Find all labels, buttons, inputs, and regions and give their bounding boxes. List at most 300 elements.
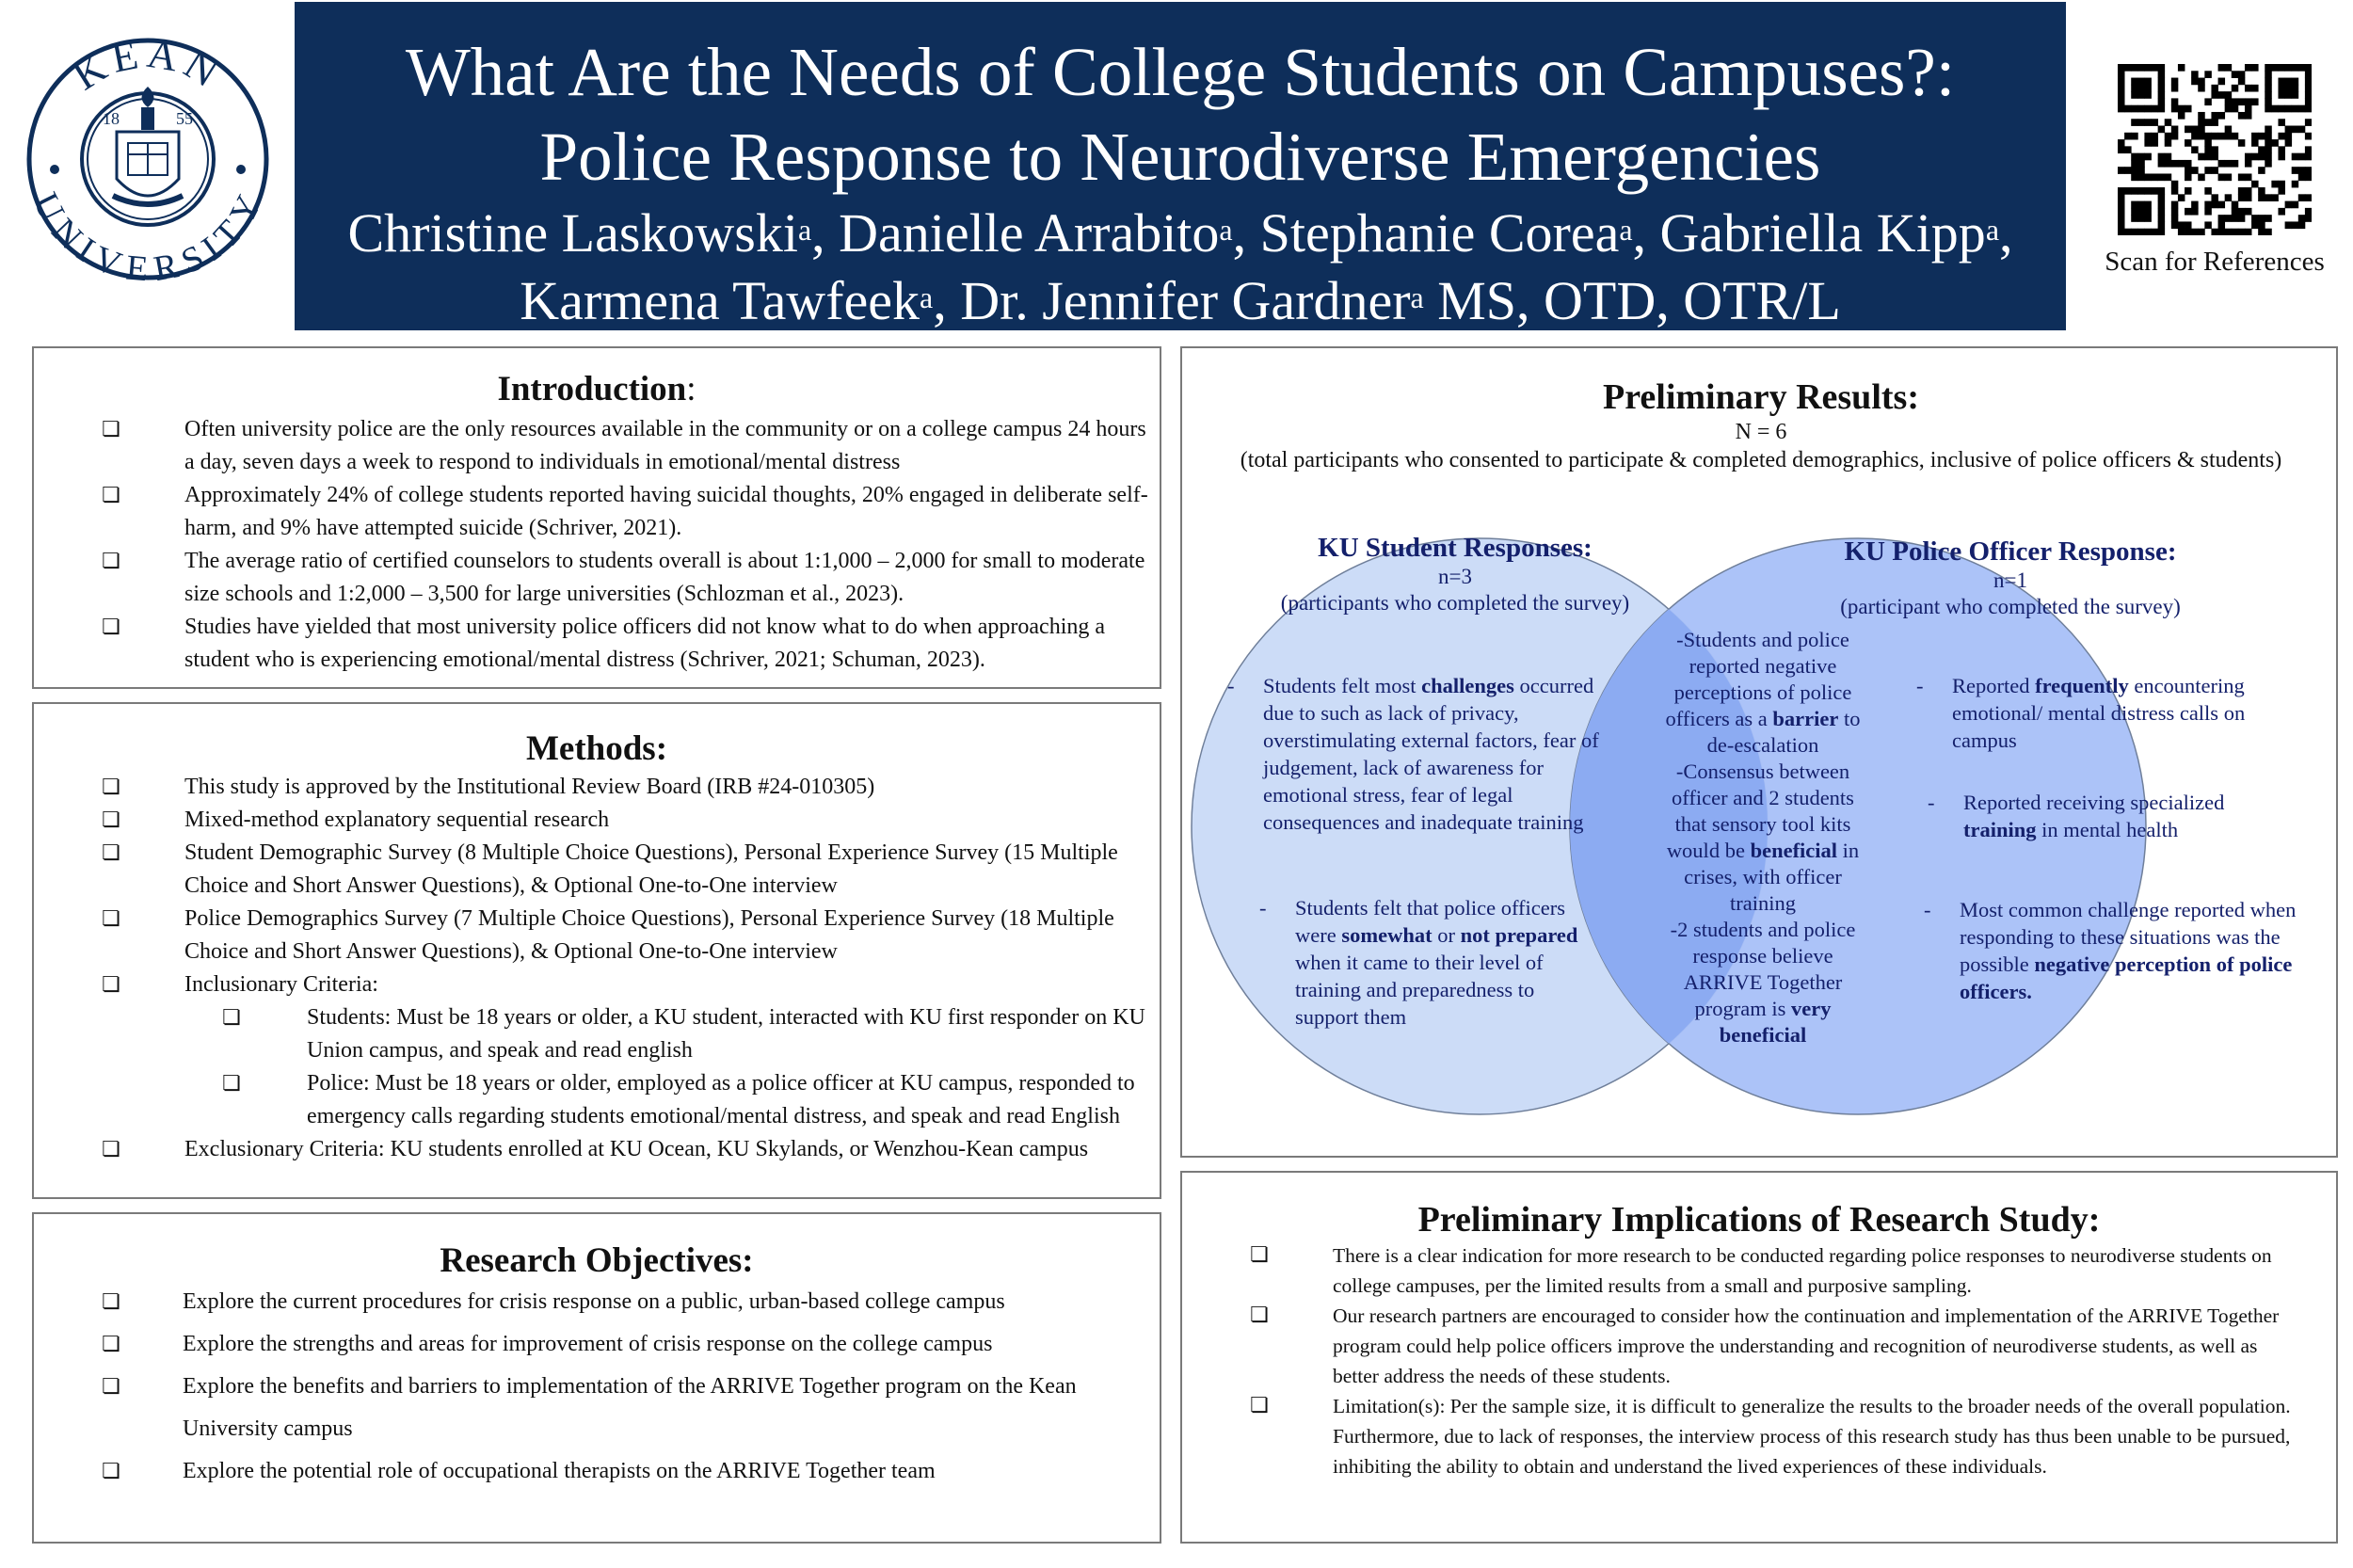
qr-module bbox=[2305, 64, 2312, 72]
introduction-panel bbox=[32, 346, 1161, 689]
introduction-title bbox=[34, 369, 1160, 409]
qr-module bbox=[2298, 105, 2306, 113]
checkbox-icon: ❏ bbox=[102, 550, 120, 573]
qr-module bbox=[2124, 167, 2132, 174]
qr-module bbox=[2118, 139, 2125, 147]
qr-module bbox=[2144, 91, 2152, 99]
qr-module bbox=[2191, 146, 2199, 153]
police-point-1 bbox=[1916, 672, 2280, 754]
poster-title-line1: What Are the Needs of College Students on Campuses?: bbox=[405, 34, 1956, 110]
list-item bbox=[34, 903, 1160, 968]
qr-module bbox=[2298, 173, 2306, 181]
qr-module bbox=[2265, 194, 2272, 201]
qr-module bbox=[2118, 167, 2125, 174]
qr-module bbox=[2232, 201, 2239, 209]
qr-module bbox=[2118, 208, 2125, 216]
qr-module bbox=[2298, 215, 2306, 222]
author-affiliation: a bbox=[1619, 213, 1633, 247]
qr-module bbox=[2265, 105, 2272, 113]
qr-module bbox=[2211, 194, 2218, 201]
qr-module bbox=[2258, 146, 2265, 153]
qr-module bbox=[2198, 119, 2205, 126]
checkbox-icon: ❏ bbox=[1250, 1394, 1269, 1417]
qr-module bbox=[2204, 119, 2212, 126]
qr-module bbox=[2265, 153, 2272, 161]
list-item-text: Our research partners are encouraged to consider how the continuation and implementation of the ARRIVE Together program could help police officers improve the understanding and recognition of neurodiverse students, as well as better address the needs of these students. bbox=[1333, 1304, 2280, 1387]
qr-module bbox=[2298, 221, 2306, 229]
sub-list-item bbox=[34, 1067, 1160, 1133]
qr-module bbox=[2204, 201, 2212, 209]
text-run-bold: barrier bbox=[1772, 707, 1839, 730]
qr-module bbox=[2285, 105, 2293, 113]
qr-module bbox=[2251, 181, 2259, 188]
qr-module bbox=[2171, 187, 2179, 195]
qr-module bbox=[2131, 133, 2138, 140]
qr-module bbox=[2292, 167, 2299, 174]
checkbox-icon: ❏ bbox=[102, 907, 120, 931]
qr-module bbox=[2185, 105, 2192, 113]
qr-module bbox=[2278, 105, 2285, 113]
qr-module bbox=[2285, 85, 2293, 92]
text-run: -2 students and police response believe ARRIVE Together program is bbox=[1670, 918, 1856, 1020]
qr-module bbox=[2144, 105, 2152, 113]
qr-module bbox=[2137, 64, 2145, 72]
qr-module bbox=[2232, 71, 2239, 78]
qr-module bbox=[2152, 187, 2159, 195]
qr-module bbox=[2278, 85, 2285, 92]
qr-module bbox=[2271, 105, 2279, 113]
author-name: Danielle Arrabito bbox=[839, 202, 1220, 264]
qr-module bbox=[2131, 167, 2138, 174]
qr-module bbox=[2158, 229, 2166, 235]
qr-module bbox=[2251, 85, 2259, 92]
qr-code-icon[interactable] bbox=[2118, 64, 2312, 235]
list-item bbox=[1182, 1240, 2336, 1301]
qr-module bbox=[2211, 201, 2218, 209]
qr-module bbox=[2305, 78, 2312, 86]
qr-module bbox=[2251, 64, 2259, 72]
qr-module bbox=[2171, 221, 2179, 229]
qr-module bbox=[2245, 85, 2252, 92]
qr-module bbox=[2158, 91, 2166, 99]
qr-module bbox=[2225, 105, 2233, 113]
qr-module bbox=[2278, 64, 2285, 72]
police-note: (participant who completed the survey) bbox=[1840, 595, 2181, 618]
qr-module bbox=[2204, 146, 2212, 153]
qr-module bbox=[2265, 98, 2272, 105]
list-item-text: Students: Must be 18 years or older, a KU student, interacted with KU first responder on KU Union campus, and speak and read english bbox=[307, 1005, 1145, 1063]
qr-module bbox=[2298, 167, 2306, 174]
qr-module bbox=[2305, 133, 2312, 140]
qr-module bbox=[2131, 160, 2138, 168]
qr-module bbox=[2191, 78, 2199, 86]
qr-module bbox=[2238, 187, 2246, 195]
checkbox-icon: ❏ bbox=[102, 1290, 120, 1314]
qr-module bbox=[2131, 78, 2138, 86]
qr-module bbox=[2118, 146, 2125, 153]
qr-module bbox=[2258, 133, 2265, 140]
qr-module bbox=[2185, 126, 2192, 134]
qr-module bbox=[2218, 133, 2226, 140]
qr-module bbox=[2245, 160, 2252, 168]
author-name: Christine Laskowski bbox=[347, 202, 798, 264]
qr-module bbox=[2258, 187, 2265, 195]
qr-module bbox=[2232, 133, 2239, 140]
qr-module bbox=[2131, 85, 2138, 92]
text-run-bold: negative perception of police officers. bbox=[1960, 952, 2293, 1003]
qr-module bbox=[2204, 187, 2212, 195]
checkbox-icon: ❏ bbox=[222, 1072, 241, 1096]
qr-module bbox=[2305, 215, 2312, 222]
text-run: Students felt that police officers were bbox=[1295, 896, 1566, 947]
implications-panel bbox=[1180, 1171, 2338, 1544]
checkbox-icon: ❏ bbox=[102, 1333, 120, 1356]
qr-module bbox=[2245, 173, 2252, 181]
checkbox-icon: ❏ bbox=[102, 1460, 120, 1483]
qr-module bbox=[2185, 229, 2192, 235]
student-responses-heading: KU Student Responses: bbox=[1318, 533, 1593, 563]
qr-module bbox=[2144, 78, 2152, 86]
qr-module bbox=[2144, 85, 2152, 92]
qr-module bbox=[2271, 181, 2279, 188]
qr-module bbox=[2185, 173, 2192, 181]
qr-module bbox=[2278, 146, 2285, 153]
qr-module bbox=[2298, 126, 2306, 134]
qr-module bbox=[2305, 71, 2312, 78]
text-run: Reported bbox=[1952, 674, 2036, 697]
qr-module bbox=[2165, 133, 2172, 140]
list-item bbox=[34, 1281, 1160, 1323]
qr-module bbox=[2158, 71, 2166, 78]
sub-list-item bbox=[34, 1001, 1160, 1067]
list-item bbox=[1182, 1301, 2336, 1391]
qr-module bbox=[2152, 119, 2159, 126]
methods-panel bbox=[32, 702, 1161, 1199]
qr-module bbox=[2292, 78, 2299, 86]
qr-module bbox=[2131, 208, 2138, 216]
list-item-text: Often university police are the only resources available in the community or on a college campus 24 hours a day, seven days a week to respond to individuals in emotional/mental distress bbox=[184, 417, 1146, 474]
qr-module bbox=[2211, 167, 2218, 174]
qr-module bbox=[2118, 194, 2125, 201]
qr-module bbox=[2251, 215, 2259, 222]
qr-module bbox=[2211, 153, 2218, 161]
qr-module bbox=[2158, 215, 2166, 222]
police-n: n=1 bbox=[1993, 568, 2027, 592]
overlap-point-3 bbox=[1664, 917, 1862, 1048]
qr-module bbox=[2211, 112, 2218, 120]
qr-module bbox=[2198, 78, 2205, 86]
qr-module bbox=[2211, 229, 2218, 235]
qr-module bbox=[2292, 91, 2299, 99]
qr-module bbox=[2204, 133, 2212, 140]
list-item-text: Mixed-method explanatory sequential research bbox=[184, 808, 610, 832]
qr-module bbox=[2185, 221, 2192, 229]
list-item-text: Explore the benefits and barriers to implementation of the ARRIVE Together program on the Kean University campus bbox=[183, 1374, 1077, 1441]
qr-module bbox=[2144, 119, 2152, 126]
qr-module bbox=[2191, 201, 2199, 209]
qr-module bbox=[2171, 133, 2179, 140]
text-run-bold: somewhat bbox=[1341, 923, 1433, 947]
qr-module bbox=[2258, 194, 2265, 201]
qr-module bbox=[2171, 160, 2179, 168]
qr-module bbox=[2118, 221, 2125, 229]
qr-module bbox=[2251, 133, 2259, 140]
list-item-text: Inclusionary Criteria: bbox=[184, 972, 378, 997]
qr-module bbox=[2278, 91, 2285, 99]
qr-module bbox=[2238, 98, 2246, 105]
checkbox-icon: ❏ bbox=[102, 808, 120, 832]
list-item bbox=[34, 968, 1160, 1001]
qr-module bbox=[2305, 85, 2312, 92]
qr-module bbox=[2251, 153, 2259, 161]
author-name: Stephanie Corea bbox=[1259, 202, 1620, 264]
list-item bbox=[34, 771, 1160, 804]
qr-module bbox=[2165, 119, 2172, 126]
qr-module bbox=[2232, 105, 2239, 113]
qr-module bbox=[2204, 98, 2212, 105]
qr-module bbox=[2238, 139, 2246, 147]
qr-module bbox=[2278, 119, 2285, 126]
qr-module bbox=[2245, 98, 2252, 105]
logo-bottom-text: UNIVERSITY bbox=[26, 186, 269, 280]
list-item bbox=[34, 804, 1160, 837]
qr-module bbox=[2124, 187, 2132, 195]
qr-module bbox=[2218, 229, 2226, 235]
list-item-text: Limitation(s): Per the sample size, it is difficult to generalize the results to the broader needs of the overall population. Furthermore, due to lack of responses, the interview process of this research study has thus been unable to be pursued, inhibiting the ability to obtain and understand the lived experiences of these individuals. bbox=[1333, 1395, 2291, 1478]
qr-module bbox=[2305, 91, 2312, 99]
text-run: -Consensus between officer and 2 students that sensory tool kits would be bbox=[1666, 760, 1854, 862]
text-run-bold: beneficial bbox=[1750, 839, 1838, 862]
qr-module bbox=[2171, 78, 2179, 86]
qr-module bbox=[2144, 153, 2152, 161]
author-affiliation: a bbox=[1410, 280, 1424, 314]
qr-module bbox=[2178, 194, 2185, 201]
qr-module bbox=[2171, 208, 2179, 216]
text-run: occurred due to such as lack of privacy, overstimulating external factors, fear of judgement, lack of awareness for emotional stress, fear of legal consequences and inadequate training bbox=[1263, 674, 1599, 834]
checkbox-icon: ❏ bbox=[102, 484, 120, 507]
dash-marker: - bbox=[1916, 674, 1924, 697]
qr-module bbox=[2131, 91, 2138, 99]
qr-module bbox=[2158, 105, 2166, 113]
qr-module bbox=[2218, 91, 2226, 99]
qr-module bbox=[2278, 78, 2285, 86]
qr-module bbox=[2178, 229, 2185, 235]
qr-module bbox=[2137, 160, 2145, 168]
list-item-text: Police: Must be 18 years or older, employed as a police officer at KU campus, responded to emergency calls regarding students emotional/mental distress, and speak and read English bbox=[307, 1071, 1135, 1128]
qr-module bbox=[2218, 215, 2226, 222]
qr-module bbox=[2218, 78, 2226, 86]
qr-module bbox=[2251, 221, 2259, 229]
qr-module bbox=[2225, 215, 2233, 222]
qr-module bbox=[2118, 187, 2125, 195]
qr-module bbox=[2198, 85, 2205, 92]
qr-module bbox=[2238, 173, 2246, 181]
qr-module bbox=[2131, 215, 2138, 222]
qr-module bbox=[2158, 187, 2166, 195]
qr-module bbox=[2292, 201, 2299, 209]
qr-module bbox=[2118, 201, 2125, 209]
list-item-text: Explore the strengths and areas for improvement of crisis response on the college campus bbox=[183, 1332, 993, 1356]
overlap-findings bbox=[1664, 627, 1862, 1048]
qr-module bbox=[2265, 78, 2272, 86]
qr-module bbox=[2191, 229, 2199, 235]
qr-module bbox=[2285, 133, 2293, 140]
qr-module bbox=[2118, 64, 2125, 72]
qr-module bbox=[2278, 181, 2285, 188]
qr-module bbox=[2258, 167, 2265, 174]
qr-module bbox=[2225, 98, 2233, 105]
qr-module bbox=[2178, 112, 2185, 120]
qr-module bbox=[2265, 91, 2272, 99]
qr-module bbox=[2232, 215, 2239, 222]
qr-module bbox=[2232, 98, 2239, 105]
qr-module bbox=[2198, 112, 2205, 120]
text-run: encountering emotional/ mental distress calls on campus bbox=[1952, 674, 2246, 752]
overlap-point-1 bbox=[1664, 627, 1862, 759]
qr-module bbox=[2171, 85, 2179, 92]
qr-module bbox=[2265, 64, 2272, 72]
qr-module bbox=[2225, 126, 2233, 134]
qr-module bbox=[2158, 64, 2166, 72]
qr-module bbox=[2178, 105, 2185, 113]
qr-module bbox=[2278, 153, 2285, 161]
qr-module bbox=[2158, 78, 2166, 86]
poster-title-line2: Police Response to Neurodiverse Emergencies bbox=[539, 119, 1821, 195]
qr-module bbox=[2232, 208, 2239, 216]
qr-module bbox=[2305, 146, 2312, 153]
author-line1: Christine Laskowski$^a$, Danielle Arrabito$^a$, Stephanie Corea$^a$, Gabriella Kipp$^a$, bbox=[347, 202, 2013, 264]
qr-module bbox=[2305, 153, 2312, 161]
qr-module bbox=[2245, 112, 2252, 120]
qr-module bbox=[2265, 71, 2272, 78]
qr-module bbox=[2144, 139, 2152, 147]
qr-module bbox=[2245, 208, 2252, 216]
qr-module bbox=[2118, 78, 2125, 86]
qr-module bbox=[2137, 153, 2145, 161]
qr-module bbox=[2285, 78, 2293, 86]
text-run: -Students and police reported negative perceptions of police officers as a bbox=[1665, 628, 1852, 730]
methods-title: Methods: bbox=[525, 729, 668, 768]
qr-module bbox=[2124, 105, 2132, 113]
text-run: Most common challenge reported when responding to these situations was the possible bbox=[1960, 898, 2297, 976]
qr-module bbox=[2305, 173, 2312, 181]
qr-module bbox=[2211, 119, 2218, 126]
qr-module bbox=[2204, 139, 2212, 147]
qr-module bbox=[2251, 139, 2259, 147]
checkbox-icon: ❏ bbox=[102, 973, 120, 997]
qr-module bbox=[2225, 194, 2233, 201]
qr-module bbox=[2211, 146, 2218, 153]
list-item-text: Exclusionary Criteria: KU students enrolled at KU Ocean, KU Skylands, or Wenzhou-Kean campus bbox=[184, 1137, 1089, 1161]
qr-module bbox=[2271, 139, 2279, 147]
qr-module bbox=[2118, 105, 2125, 113]
dash-marker: - bbox=[1928, 791, 1935, 814]
qr-caption: Scan for References bbox=[2105, 247, 2325, 277]
qr-module bbox=[2305, 98, 2312, 105]
qr-module bbox=[2292, 181, 2299, 188]
text-run: in crises, with officer training bbox=[1684, 839, 1860, 915]
qr-module bbox=[2118, 215, 2125, 222]
qr-module bbox=[2137, 173, 2145, 181]
student-point-2 bbox=[1259, 894, 1594, 1031]
list-item bbox=[34, 545, 1160, 611]
checkbox-icon: ❏ bbox=[102, 418, 120, 441]
qr-module bbox=[2238, 112, 2246, 120]
qr-module bbox=[2292, 153, 2299, 161]
qr-module bbox=[2292, 126, 2299, 134]
qr-module bbox=[2144, 187, 2152, 195]
qr-module bbox=[2178, 64, 2185, 72]
list-item bbox=[34, 837, 1160, 903]
police-point-2 bbox=[1928, 789, 2281, 843]
qr-module bbox=[2191, 71, 2199, 78]
qr-module bbox=[2152, 64, 2159, 72]
logo-year-left: 18 bbox=[103, 109, 120, 128]
qr-module bbox=[2292, 221, 2299, 229]
qr-module bbox=[2265, 133, 2272, 140]
qr-module bbox=[2258, 153, 2265, 161]
research-objectives-title: Research Objectives: bbox=[440, 1241, 754, 1280]
qr-module bbox=[2137, 229, 2145, 235]
qr-module bbox=[2158, 201, 2166, 209]
qr-module bbox=[2124, 133, 2132, 140]
qr-module bbox=[2245, 64, 2252, 72]
qr-module bbox=[2158, 98, 2166, 105]
qr-module bbox=[2144, 133, 2152, 140]
qr-module bbox=[2191, 126, 2199, 134]
qr-module bbox=[2245, 194, 2252, 201]
list-item bbox=[34, 611, 1160, 677]
list-item-text: The average ratio of certified counselors to students overall is about 1:1,000 – 2,000 for small to moderate size schools and 1:2,000 – 3,500 for large universities (Schlozman et al., 2023). bbox=[184, 549, 1145, 606]
dash-marker: - bbox=[1924, 898, 1931, 921]
qr-module bbox=[2165, 160, 2172, 168]
qr-module bbox=[2265, 85, 2272, 92]
text-run: Students felt most bbox=[1263, 674, 1422, 697]
qr-module bbox=[2137, 78, 2145, 86]
qr-module bbox=[2305, 194, 2312, 201]
list-item-text: Explore the potential role of occupational therapists on the ARRIVE Together team bbox=[183, 1459, 936, 1483]
qr-module bbox=[2238, 208, 2246, 216]
qr-module bbox=[2137, 187, 2145, 195]
checkbox-icon: ❏ bbox=[102, 616, 120, 639]
text-run: Reported receiving specialized bbox=[1963, 791, 2225, 814]
qr-module bbox=[2158, 208, 2166, 216]
list-item bbox=[34, 1450, 1160, 1493]
qr-module bbox=[2292, 105, 2299, 113]
list-item-text: This study is approved by the Institutional Review Board (IRB #24-010305) bbox=[184, 775, 875, 799]
qr-module bbox=[2191, 167, 2199, 174]
qr-module bbox=[2305, 105, 2312, 113]
qr-module bbox=[2158, 160, 2166, 168]
qr-module bbox=[2131, 64, 2138, 72]
qr-module bbox=[2171, 215, 2179, 222]
qr-module bbox=[2218, 221, 2226, 229]
qr-module bbox=[2158, 85, 2166, 92]
qr-module bbox=[2131, 105, 2138, 113]
qr-module bbox=[2285, 126, 2293, 134]
preliminary-results-title: Preliminary Results: bbox=[1603, 377, 1919, 417]
qr-module bbox=[2124, 146, 2132, 153]
qr-module bbox=[2152, 229, 2159, 235]
qr-module bbox=[2265, 160, 2272, 168]
implications-title: Preliminary Implications of Research Study: bbox=[1417, 1200, 2101, 1240]
qr-module bbox=[2185, 139, 2192, 147]
qr-module bbox=[2152, 105, 2159, 113]
text-run-bold: very beneficial bbox=[1719, 997, 1832, 1047]
qr-module bbox=[2137, 208, 2145, 216]
qr-module bbox=[2137, 105, 2145, 113]
list-item-text: There is a clear indication for more research to be conducted regarding police responses to neurodiverse students on college campuses, per the limited results from a small and purposive sampling. bbox=[1333, 1244, 2272, 1297]
